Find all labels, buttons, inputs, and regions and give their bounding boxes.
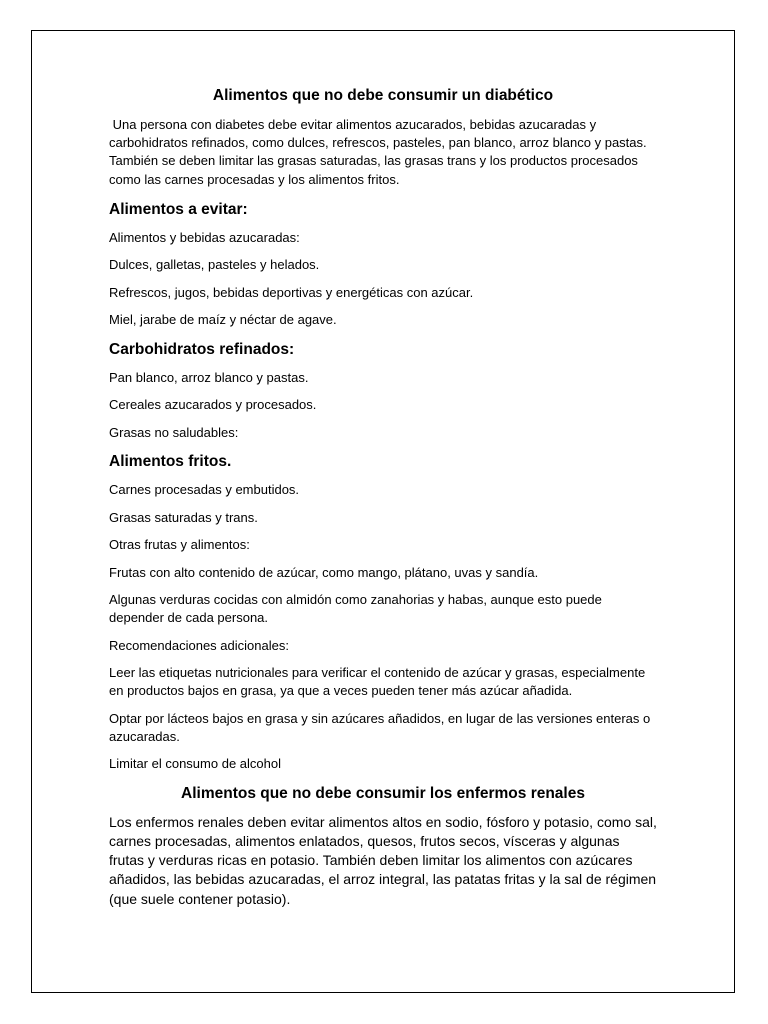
section-heading-alimentos-fritos: Alimentos fritos.: [109, 453, 232, 471]
renal-paragraph: Los enfermos renales deben evitar alimentos altos en sodio, fósforo y potasio, como sal, carnes procesadas, alimentos enlatados, quesos, frutos secos, vísceras y algunas frutas y verduras ricas en potasio. También deben limitar los alimentos con azúcares añadidos, las bebidas azucaradas, el arroz integral, las patatas fritas y la sal de régimen (que suele contener potasio).: [109, 813, 657, 907]
list-item: Grasas saturadas y trans.: [109, 509, 258, 525]
list-item: Leer las etiquetas nutricionales para verificar el contenido de azúcar y grasas, especialmente en productos bajos en grasa, ya que a veces pueden tener más azúcar añadida.: [109, 665, 646, 699]
list-item: Refrescos, jugos, bebidas deportivas y energéticas con azúcar.: [109, 284, 474, 300]
list-item: Cereales azucarados y procesados.: [109, 397, 317, 413]
list-item: Alimentos y bebidas azucaradas:: [109, 229, 300, 245]
list-item: Pan blanco, arroz blanco y pastas.: [109, 369, 309, 385]
list-item: Miel, jarabe de maíz y néctar de agave.: [109, 312, 337, 328]
list-item: Otras frutas y alimentos:: [109, 537, 250, 553]
list-item: Algunas verduras cocidas con almidón como zanahorias y habas, aunque esto puede depender de cada persona.: [109, 592, 602, 626]
section-heading-alimentos-a-evitar: Alimentos a evitar:: [109, 200, 248, 218]
list-item: Grasas no saludables:: [109, 424, 239, 440]
list-item: Limitar el consumo de alcohol: [109, 756, 281, 772]
document-title: Alimentos que no debe consumir un diabético: [212, 87, 554, 104]
section-heading-carbohidratos: Carbohidratos refinados:: [109, 340, 295, 358]
intro-paragraph: Una persona con diabetes debe evitar alimentos azucarados, bebidas azucaradas y carbohidratos refinados, como dulces, refrescos, pasteles, pan blanco, arroz blanco y pastas. También se deben limitar las grasas saturadas, las grasas trans y los productos procesados como las carnes procesadas y los alimentos fritos.: [109, 117, 651, 187]
list-item: Frutas con alto contenido de azúcar, como mango, plátano, uvas y sandía.: [109, 564, 539, 580]
list-item: Recomendaciones adicionales:: [109, 637, 289, 653]
document-body: [109, 85, 657, 909]
list-item: Optar por lácteos bajos en grasa y sin azúcares añadidos, en lugar de las versiones enteras o azucaradas.: [109, 710, 651, 744]
list-item: Dulces, galletas, pasteles y helados.: [109, 257, 320, 273]
second-title: Alimentos que no debe consumir los enfermos renales: [181, 784, 585, 802]
list-item: Carnes procesadas y embutidos.: [109, 482, 300, 498]
